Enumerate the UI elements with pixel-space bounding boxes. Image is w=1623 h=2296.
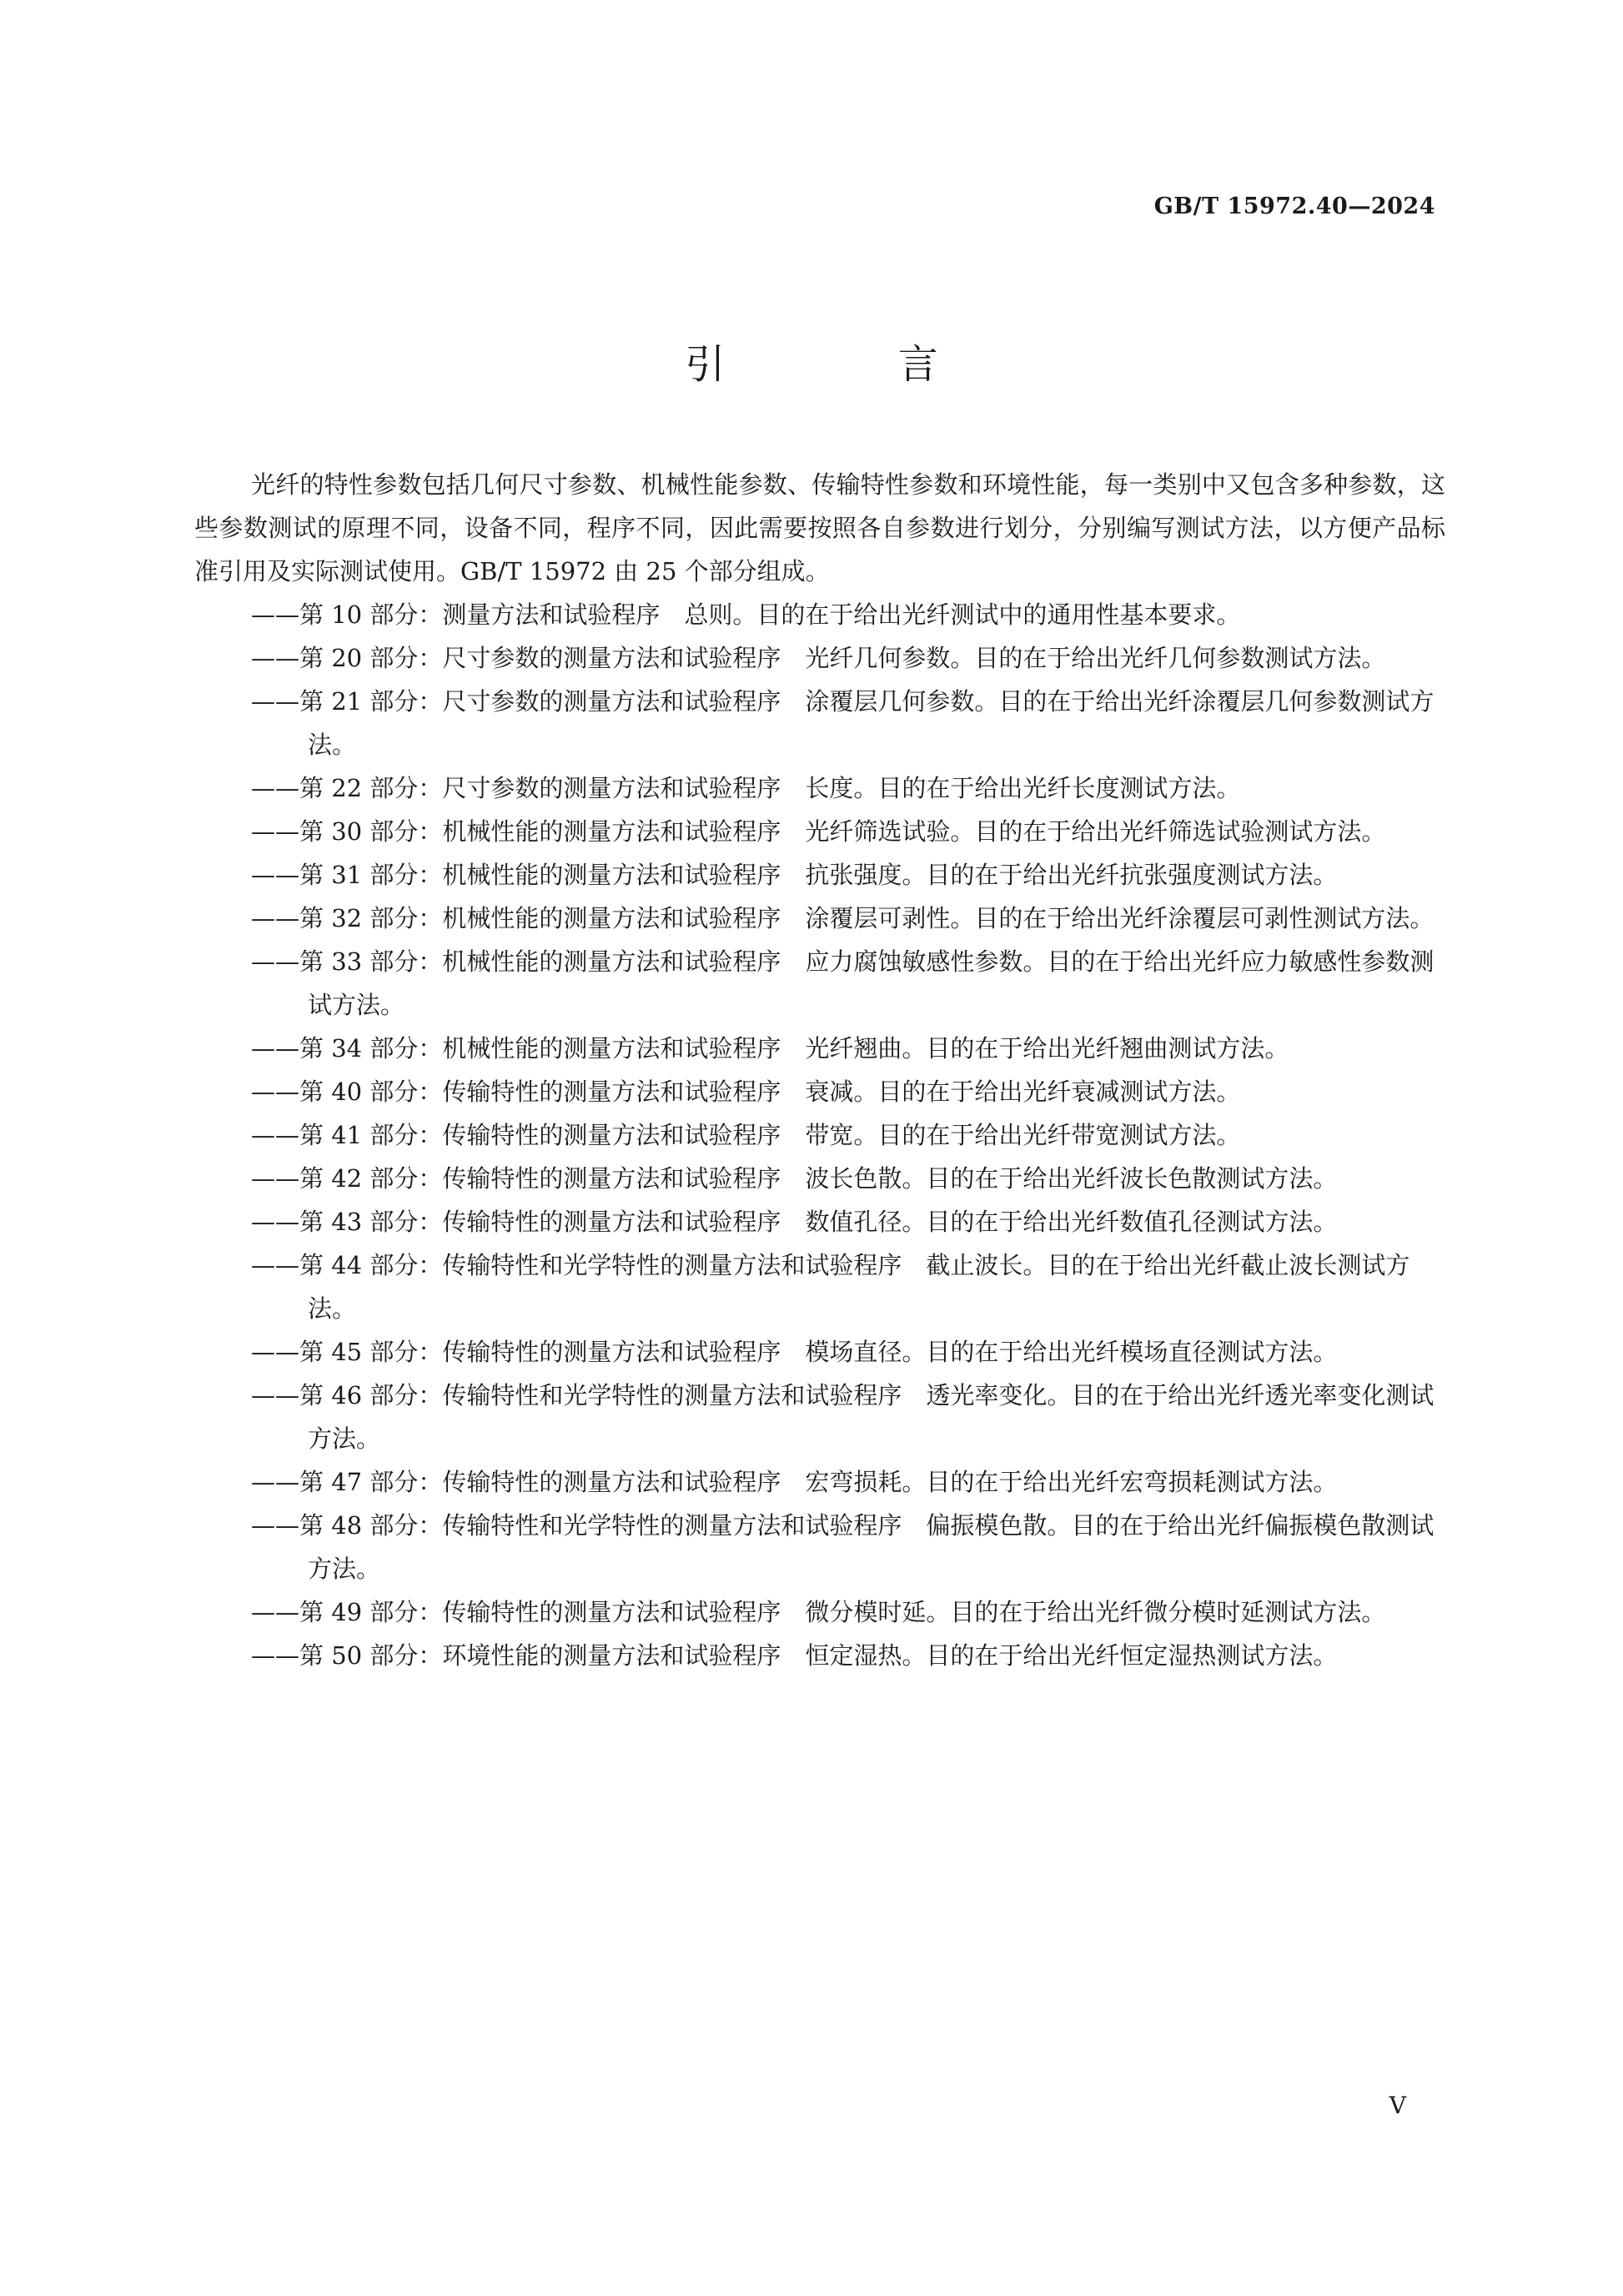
list-item: ——第 32 部分：机械性能的测量方法和试验程序 涂覆层可剥性。目的在于给出光纤涂覆层可剥性测试方法。 <box>251 904 1435 932</box>
list-item: ——第 44 部分：传输特性和光学特性的测量方法和试验程序 截止波长。目的在于给出光纤截止波长测试方法。 <box>251 1251 1410 1323</box>
intro-paragraph: 光纤的特性参数包括几何尺寸参数、机械性能参数、传输特性参数和环境性能，每一类别中又包含多种参数，这些参数测试的原理不同，设备不同，程序不同，因此需要按照各自参数进行划分，分别编写测试方法，以方便产品标准引用及实际测试使用。GB/T 15972 由 25 个部分组成。 <box>194 470 1445 585</box>
list-item: ——第 31 部分：机械性能的测量方法和试验程序 抗张强度。目的在于给出光纤抗张强度测试方法。 <box>251 861 1338 889</box>
list-item: ——第 48 部分：传输特性和光学特性的测量方法和试验程序 偏振模色散。目的在于给出光纤偏振模色散测试方法。 <box>251 1511 1435 1583</box>
list-item: ——第 43 部分：传输特性的测量方法和试验程序 数值孔径。目的在于给出光纤数值孔径测试方法。 <box>251 1208 1338 1236</box>
document-body <box>194 463 1445 1677</box>
parts-list <box>194 593 1445 1677</box>
list-item: ——第 10 部分：测量方法和试验程序 总则。目的在于给出光纤测试中的通用性基本要求。 <box>251 600 1241 629</box>
page-number: V <box>1389 2092 1406 2119</box>
list-item: ——第 50 部分：环境性能的测量方法和试验程序 恒定湿热。目的在于给出光纤恒定湿热测试方法。 <box>251 1641 1338 1670</box>
list-item: ——第 47 部分：传输特性的测量方法和试验程序 宏弯损耗。目的在于给出光纤宏弯损耗测试方法。 <box>251 1468 1338 1496</box>
list-item: ——第 46 部分：传输特性和光学特性的测量方法和试验程序 透光率变化。目的在于给出光纤透光率变化测试方法。 <box>251 1381 1435 1453</box>
list-item: ——第 45 部分：传输特性的测量方法和试验程序 模场直径。目的在于给出光纤模场直径测试方法。 <box>251 1338 1338 1366</box>
list-item: ——第 40 部分：传输特性的测量方法和试验程序 衰减。目的在于给出光纤衰减测试方法。 <box>251 1078 1241 1106</box>
list-item: ——第 20 部分：尺寸参数的测量方法和试验程序 光纤几何参数。目的在于给出光纤几何参数测试方法。 <box>251 644 1386 672</box>
page-title: 引 言 <box>685 341 1018 388</box>
list-item: ——第 49 部分：传输特性的测量方法和试验程序 微分模时延。目的在于给出光纤微分模时延测试方法。 <box>251 1598 1386 1626</box>
list-item: ——第 42 部分：传输特性的测量方法和试验程序 波长色散。目的在于给出光纤波长色散测试方法。 <box>251 1164 1338 1193</box>
list-item: ——第 33 部分：机械性能的测量方法和试验程序 应力腐蚀敏感性参数。目的在于给出光纤应力敏感性参数测试方法。 <box>251 947 1435 1019</box>
list-item: ——第 30 部分：机械性能的测量方法和试验程序 光纤筛选试验。目的在于给出光纤筛选试验测试方法。 <box>251 817 1386 846</box>
list-item: ——第 22 部分：尺寸参数的测量方法和试验程序 长度。目的在于给出光纤长度测试方法。 <box>251 774 1241 802</box>
list-item: ——第 21 部分：尺寸参数的测量方法和试验程序 涂覆层几何参数。目的在于给出光纤涂覆层几何参数测试方法。 <box>251 687 1435 759</box>
list-item: ——第 41 部分：传输特性的测量方法和试验程序 带宽。目的在于给出光纤带宽测试方法。 <box>251 1121 1241 1149</box>
list-item: ——第 34 部分：机械性能的测量方法和试验程序 光纤翘曲。目的在于给出光纤翘曲测试方法。 <box>251 1034 1289 1063</box>
standard-code: GB/T 15972.40—2024 <box>1153 193 1435 219</box>
